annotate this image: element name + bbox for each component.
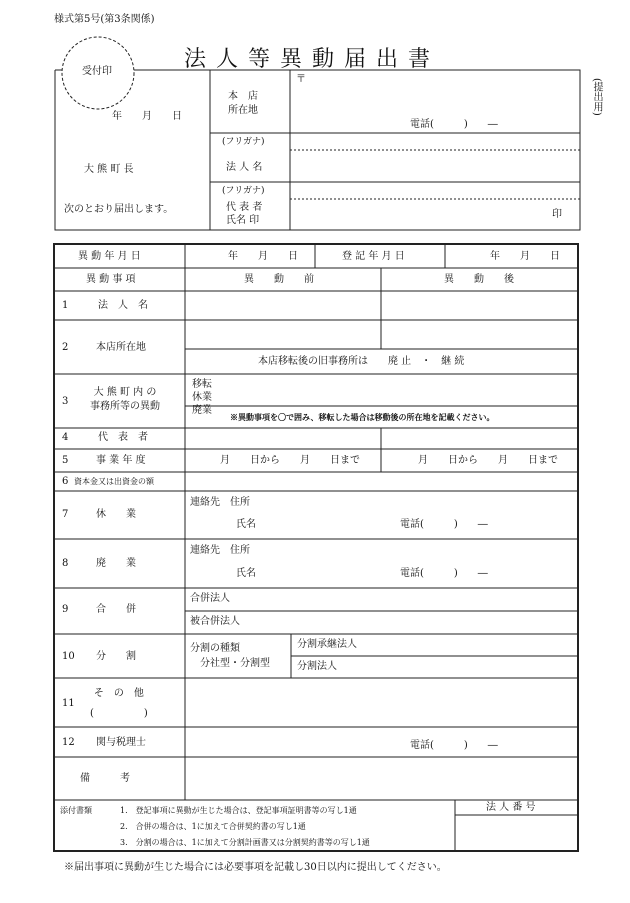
contact-phone[interactable]: 電話( ) ― <box>400 568 488 579</box>
furigana-label-1: (フリガナ) <box>222 137 265 147</box>
seal-mark: 印 <box>552 209 562 220</box>
row-no: 11 <box>62 698 75 709</box>
split-corp: 分割法人 <box>297 661 337 672</box>
reg-date-value[interactable]: 年 月 日 <box>490 251 560 262</box>
split-successor: 分割承継法人 <box>297 639 357 650</box>
row-label-hq-address: 本店所在地 <box>96 342 146 353</box>
merger-absorbed: 被合併法人 <box>190 616 240 627</box>
merger-surviving: 合併法人 <box>190 593 230 604</box>
row-no: 10 <box>62 651 75 662</box>
footer-note: ※届出事項に異動が生じた場合には必要事項を記載し30日以内に提出してください。 <box>64 862 447 873</box>
page-title: 法人等異動届出書 <box>184 47 441 72</box>
col-before-header: 異 動 前 <box>244 274 314 285</box>
row-label-representative: 代 表 者 <box>98 432 148 443</box>
row-no: 1 <box>62 300 69 311</box>
fiscal-after[interactable]: 月 日から 月 日まで <box>418 455 558 466</box>
remarks-label: 備 考 <box>80 773 130 784</box>
form-number: 様式第5号(第3条関係) <box>54 14 155 25</box>
row-label-other: そ の 他 ( ) <box>90 688 148 719</box>
row-label-split: 分 割 <box>96 651 136 662</box>
postal-mark: 〒 <box>296 74 306 85</box>
row-no: 6 <box>62 476 69 487</box>
change-date-label: 異 動 年 月 日 <box>78 251 141 262</box>
attachment-item: 3. 分割の場合は、1に加えて分割計画書又は分割契約書等の写し1通 <box>120 838 370 847</box>
row-no: 12 <box>62 737 75 748</box>
row-label-tax-accountant: 関与税理士 <box>96 737 146 748</box>
row-label-merger: 合 併 <box>96 604 136 615</box>
hq-phone[interactable]: 電話( ) ― <box>410 119 498 130</box>
corp-name-label: 法 人 名 <box>226 162 263 173</box>
contact-phone[interactable]: 電話( ) ― <box>400 519 488 530</box>
split-type-label: 分割の種類 <box>190 643 240 654</box>
row-no: 4 <box>62 432 69 443</box>
row-label-closure: 廃 業 <box>96 558 136 569</box>
header-date[interactable]: 年 月 日 <box>112 111 182 122</box>
stamp-label: 受付印 <box>78 66 116 78</box>
col-item-header: 異 動 事 項 <box>86 274 136 285</box>
col-after-header: 異 動 後 <box>444 274 514 285</box>
row-no: 8 <box>62 558 69 569</box>
addressee: 大 熊 町 長 <box>84 164 134 175</box>
attachments-label: 添付書類 <box>60 806 92 815</box>
rep-label: 代 表 者 氏名 印 <box>226 202 263 226</box>
contact-address: 連絡先 住所 <box>190 497 250 508</box>
attachment-item: 2. 合併の場合は、1に加えて合併契約書の写し1通 <box>120 822 306 831</box>
row-label-capital: 資本金又は出資金の額 <box>74 477 154 486</box>
reg-date-label: 登 記 年 月 日 <box>342 251 405 262</box>
row-no: 5 <box>62 455 69 466</box>
attachment-item: 1. 登記事項に異動が生じた場合は、登記事項証明書等の写し1通 <box>120 806 357 815</box>
row-no: 7 <box>62 509 69 520</box>
old-office-status[interactable]: 本店移転後の旧事務所は 廃 止 ・ 継 続 <box>258 356 465 367</box>
row-label-office-change: 大 熊 町 内 の 事務所等の異動 <box>90 387 160 412</box>
split-type-options[interactable]: 分社型・分割型 <box>200 658 270 669</box>
contact-name: 氏名 <box>236 568 256 579</box>
fiscal-before[interactable]: 月 日から 月 日まで <box>220 455 360 466</box>
row-label-corp-name: 法 人 名 <box>98 300 148 311</box>
side-label: (提出用) <box>591 78 602 116</box>
contact-address: 連絡先 住所 <box>190 545 250 556</box>
office-note: ※異動事項を〇で囲み、移転した場合は移動後の所在地を記載ください。 <box>230 412 495 422</box>
row-no: 9 <box>62 604 69 615</box>
row-label-suspension: 休 業 <box>96 509 136 520</box>
corp-number-label: 法 人 番 号 <box>486 802 536 813</box>
tax-accountant-phone[interactable]: 電話( ) ― <box>410 740 498 751</box>
hq-label: 本 店 所在地 <box>228 91 258 116</box>
row-no: 2 <box>62 342 69 353</box>
contact-name: 氏名 <box>236 519 256 530</box>
declaration: 次のとおり届出します。 <box>64 204 174 215</box>
furigana-label-2: (フリガナ) <box>222 186 265 196</box>
office-options[interactable]: 移転 休業 廃業 <box>192 379 212 416</box>
row-label-fiscal-year: 事 業 年 度 <box>96 455 146 466</box>
row-no: 3 <box>62 396 69 407</box>
change-date-value[interactable]: 年 月 日 <box>228 251 298 262</box>
